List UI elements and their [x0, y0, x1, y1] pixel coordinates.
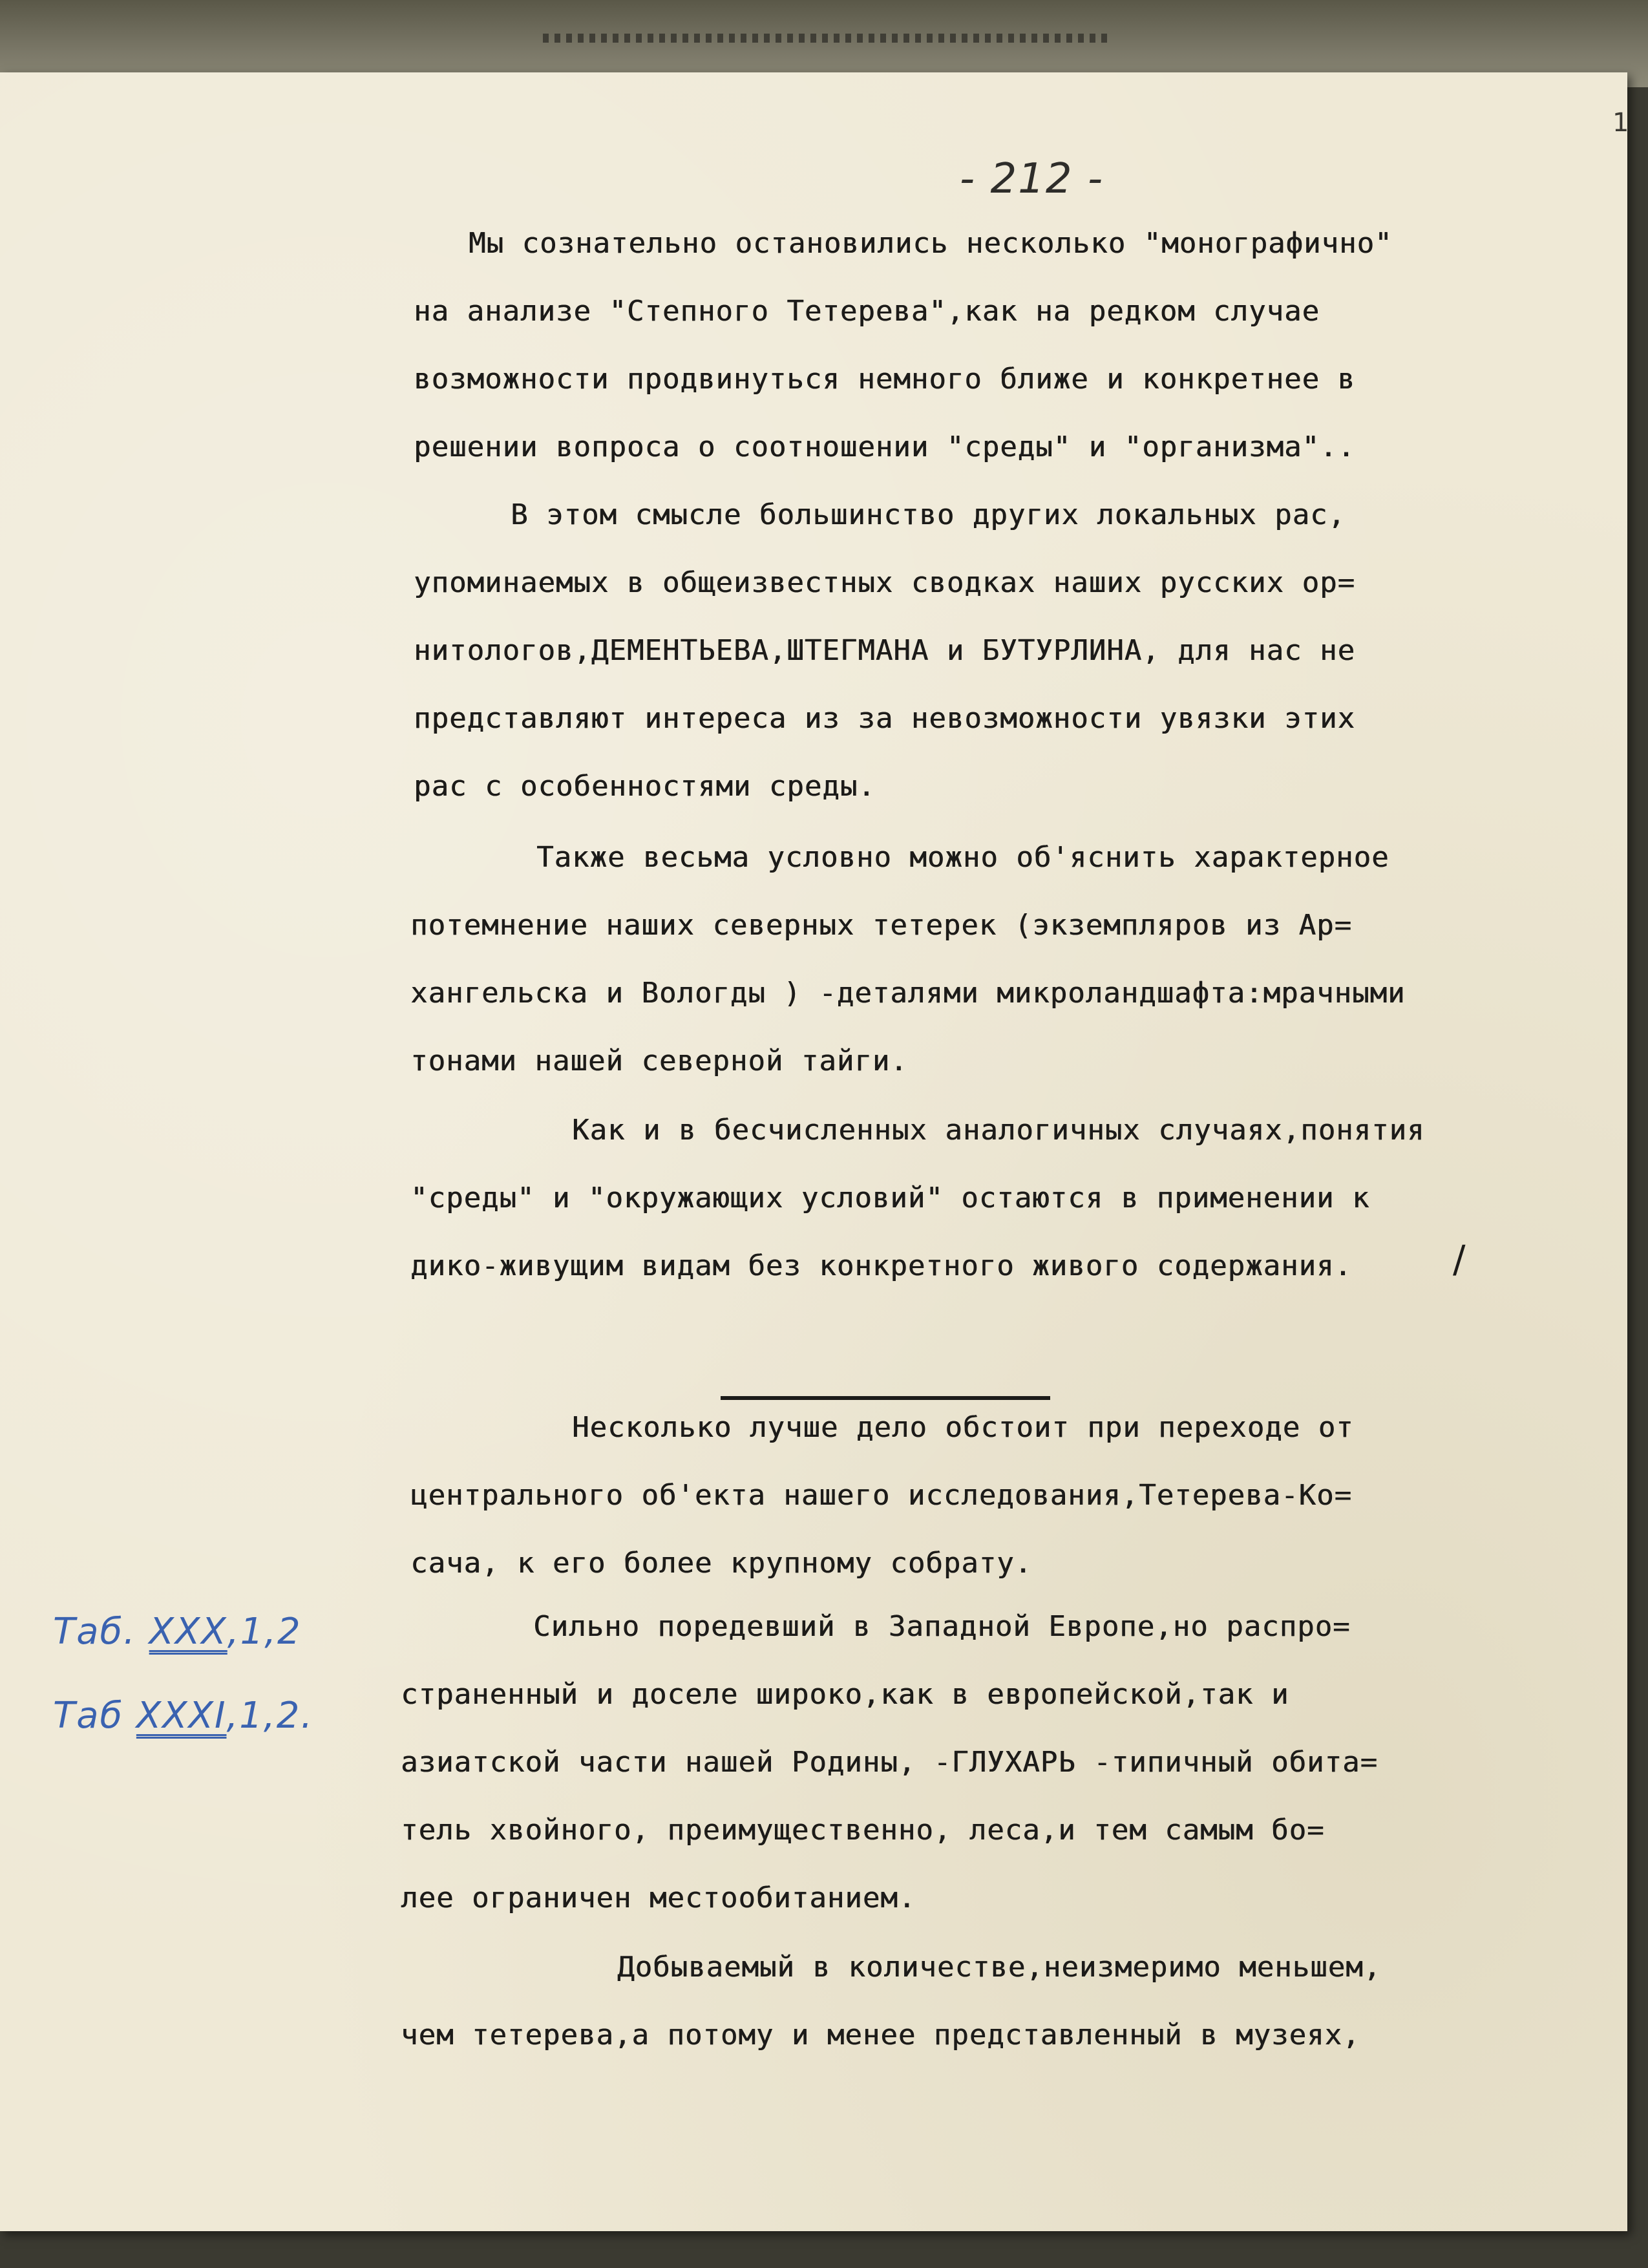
underlying-sheet-rule: [543, 34, 1112, 43]
text-line: "среды" и "окружающих условий" остаются в применении к: [410, 1182, 1370, 1214]
margin-note-prefix: Таб: [53, 1695, 124, 1737]
text-line: тонами нашей северной тайги.: [410, 1044, 908, 1077]
text-line: азиатской части нашей Родины, -ГЛУХАРЬ -типичный обита=: [401, 1746, 1378, 1779]
text-line: Мы сознательно остановились несколько "монографично": [469, 227, 1393, 260]
text-line: представляют интереса из за невозможности увязки этих: [414, 702, 1355, 735]
text-line: центрального об'екта нашего исследования,Тетерева-Ко=: [410, 1479, 1352, 1512]
margin-note-plate-ref: [53, 1611, 302, 1653]
text-line: потемнение наших северных тетерек (экземпляров из Ар=: [410, 909, 1352, 942]
text-line: сача, к его более крупному собрату.: [410, 1547, 1033, 1580]
text-line: на анализе "Степного Тетерева",как на редком случае: [414, 295, 1320, 328]
underlying-sheet-header: [543, 0, 1125, 26]
text-line: лее ограничен местообитанием.: [401, 1881, 916, 1914]
typewritten-page: [0, 72, 1627, 2231]
margin-note-suffix: ,1,2: [227, 1611, 302, 1653]
text-line: Как и в бесчисленных аналогичных случаях,понятия: [572, 1114, 1425, 1147]
text-line: Также весьма условно можно об'яснить характерное: [536, 841, 1389, 874]
corner-page-number: 1: [1612, 108, 1629, 138]
text-line: хангельска и Вологды ) -деталями микроландшафта:мрачными: [410, 977, 1406, 1010]
text-line: В этом смысле большинство других локальных рас,: [511, 498, 1346, 531]
text-line: тель хвойного, преимущественно, леса,и тем самым бо=: [401, 1814, 1325, 1847]
text-line: рас с особенностями среды.: [414, 770, 876, 803]
text-line: Добываемый в количестве,неизмеримо меньшем,: [617, 1951, 1382, 1984]
text-line: упоминаемых в общеизвестных сводках наших русских ор=: [414, 566, 1355, 599]
margin-note-prefix: Таб.: [53, 1611, 136, 1653]
text-line: дико-живущим видам без конкретного живого содержания.: [410, 1249, 1352, 1282]
section-divider: [721, 1396, 1050, 1400]
text-line: возможности продвинуться немного ближе и конкретнее в: [414, 363, 1355, 396]
text-line: Несколько лучше дело обстоит при переходе от: [572, 1411, 1354, 1444]
margin-note-roman: XXX: [149, 1611, 227, 1653]
text-line: нитологов,ДЕМЕНТЬЕВА,ШТЕГМАНА и БУТУРЛИНА, для нас не: [414, 634, 1355, 667]
text-line: страненный и доселе широко,как в европейской,так и: [401, 1678, 1289, 1711]
margin-note-suffix: ,1,2.: [226, 1695, 314, 1737]
text-line: решении вопроса о соотношении "среды" и "организма"..: [414, 430, 1355, 463]
text-line: Сильно поредевший в Западной Европе,но распро=: [533, 1610, 1351, 1643]
page-number: - 212 -: [960, 155, 1104, 203]
margin-note-plate-ref: [53, 1695, 313, 1737]
margin-note-roman: XXXI: [136, 1695, 227, 1737]
handwritten-insertion-mark: /: [1453, 1237, 1466, 1281]
text-line: чем тетерева,а потому и менее представленный в музеях,: [401, 2019, 1360, 2051]
